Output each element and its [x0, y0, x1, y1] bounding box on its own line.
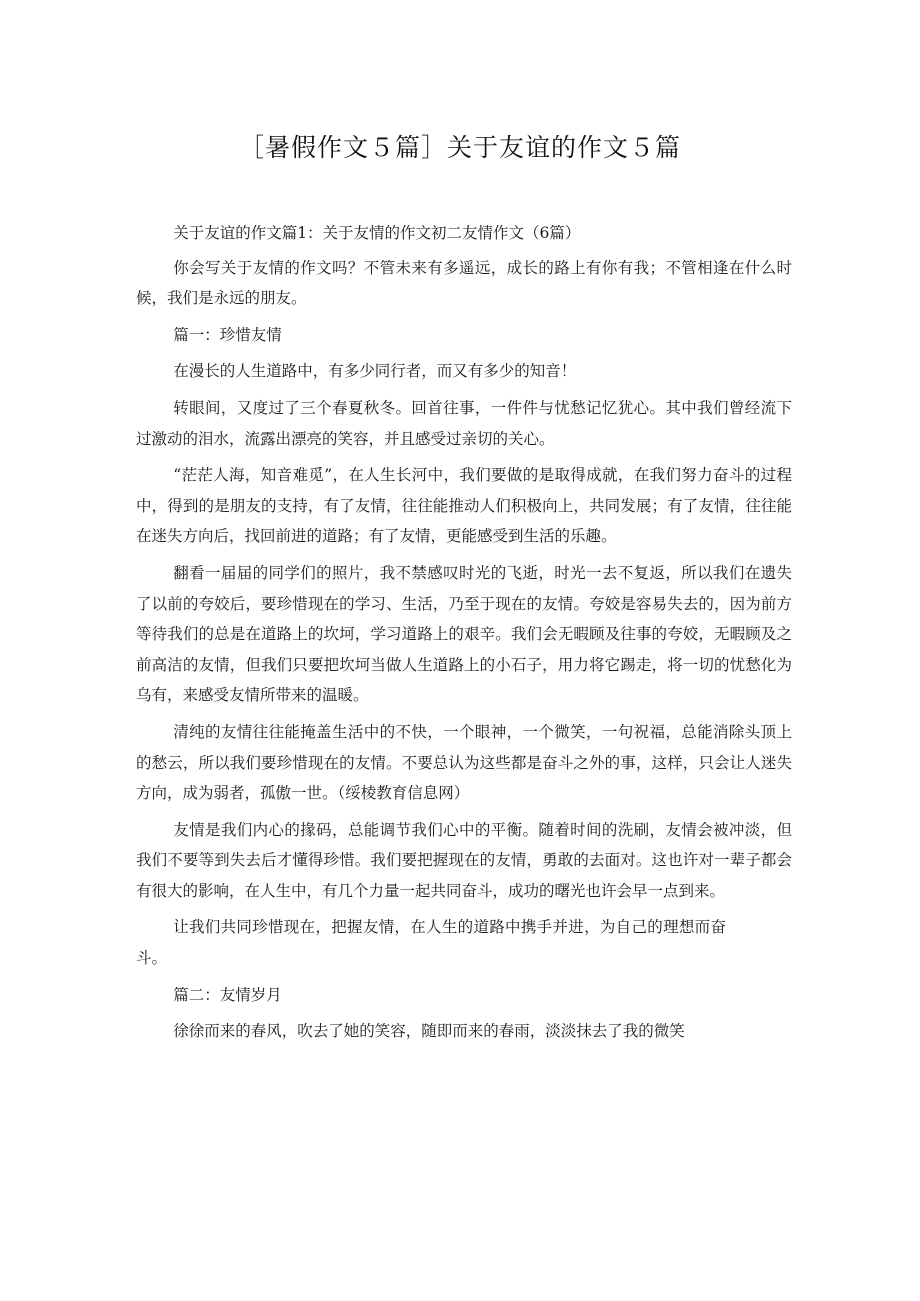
paragraph: “茫茫人海，知音难觅”，在人生长河中，我们要做的是取得成就，在我们努力奋斗的过程中，得到的是朋友的支持，有了友情，往往能推动人们积极向上，共同发展；有了友情，往往能在迷失方向后，找回前进的道路；有了友情，更能感受到生活的乐趣。 [136, 466, 792, 546]
paragraph: 翻看一届届的同学们的照片，我不禁感叹时光的飞逝，时光一去不复返，所以我们在遗失了以前的夸姣后，要珍惜现在的学习、生活，乃至于现在的友情。夸姣是容易失去的，因为前方等待我们的总是在道路上的坎坷，学习道路上的艰辛。我们会无暇顾及往事的夸姣，无暇顾及之前高洁的友情，但我们只要把坎坷当做人生道路上的小石子，用力将它踢走，将一切的忧愁化为乌有，来感受友情所带来的温暖。 [136, 563, 792, 705]
document-title: ［暑假作文５篇］关于友谊的作文５篇 [238, 133, 681, 162]
paragraph: 让我们共同珍惜现在，把握友情，在人生的道路中携手并进，为自己的理想而奋斗。 [136, 918, 726, 968]
section-heading: 篇二：友情岁月 [173, 985, 282, 1004]
paragraph: 你会写关于友情的作文吗？不管未来有多遥远，成长的路上有你有我；不管相逢在什么时候，我们是永远的朋友。 [136, 258, 792, 308]
paragraph: 关于友谊的作文篇1：关于友情的作文初二友情作文（6篇） [173, 224, 581, 242]
paragraph: 友情是我们内心的掾码，总能调节我们心中的平衡。随着时间的洗刷，友情会被冲淡，但我们不要等到失去后才懂得珍惜。我们要把握现在的友情，勇敢的去面对。这也许对一辈子都会有很大的影响，在人生中，有几个力量一起共同奋斗，成功的曙光也许会早一点到来。 [136, 820, 792, 900]
section-heading: 篇一：珍惜友情 [173, 325, 282, 344]
paragraph: 转眼间，又度过了三个春夏秋冬。回首往事，一件件与忧愁记忆犹心。其中我们曾经流下过激动的泪水，流露出漂亮的笑容，并且感受过亲切的关心。 [136, 398, 792, 448]
paragraph: 徐徐而来的春风，吹去了她的笑容，随即而来的春雨，淡淡抹去了我的微笑 [173, 1022, 685, 1041]
paragraph: 在漫长的人生道路中，有多少同行者，而又有多少的知音！ [173, 362, 577, 381]
document-body [136, 218, 792, 1053]
paragraph: 清纯的友情往往能掩盖生活中的不快，一个眼神，一个微笑，一句祝福，总能消除头顶上的愁云，所以我们要珍惜现在的友情。不要总认为这些都是奋斗之外的事，这样，只会让人迷失方向，成为弱者，孤傲一世。（绥棱教育信息网） [136, 722, 792, 803]
